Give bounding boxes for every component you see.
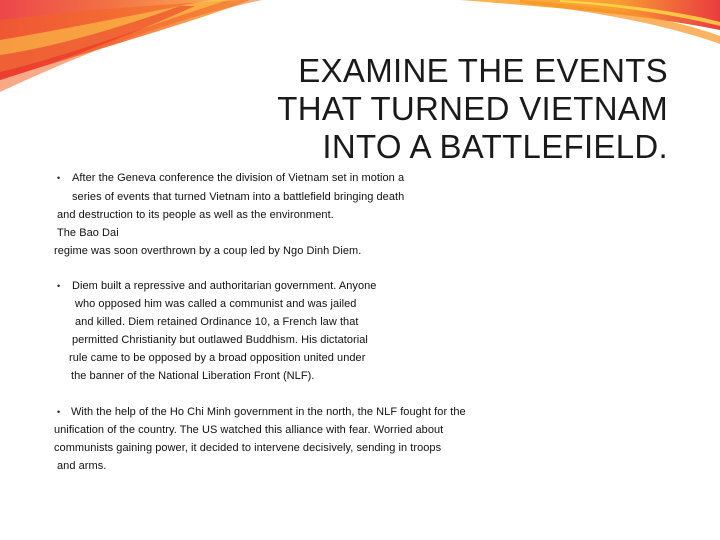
paragraph-2-line-3: and killed. Diem retained Ordinance 10, a French law that [75,316,359,328]
paragraph-3-line-1: With the help of the Ho Chi Minh government in the north, the NLF fought for the [71,406,466,418]
title-line: THAT TURNED VIETNAM [277,90,668,127]
paragraph-3-line-3: communists gaining power, it decided to intervene decisively, sending in troops [54,442,442,454]
bullet-marker: • [57,281,61,291]
bullet-marker: • [57,173,61,183]
paragraph-2-line-4: permitted Christianity but outlawed Buddhism. His dictatorial [72,334,368,346]
paragraph-2-line-6: the banner of the National Liberation Front (NLF). [71,370,315,382]
title-line: EXAMINE THE EVENTS [298,52,668,89]
paragraph-1-line-2: series of events that turned Vietnam into a battlefield bringing death [72,191,405,203]
paragraph-3-line-2: unification of the country. The US watched this alliance with fear. Worried about [54,424,444,436]
paragraph-2-line-2: who opposed him was called a communist and was jailed [75,298,357,310]
title-line: INTO A BATTLEFIELD. [322,128,668,165]
slide-title [198,52,668,166]
paragraph-1-line-3: and destruction to its people as well as the environment. [57,209,334,221]
paragraph-2-line-1: Diem built a repressive and authoritarian government. Anyone [72,280,377,292]
paragraph-3-line-4: and arms. [57,460,107,472]
paragraph-1-line-4: The Bao Dai [57,227,119,239]
paragraph-2-line-5: rule came to be opposed by a broad opposition united under [69,352,366,364]
paragraph-1-line-5: regime was soon overthrown by a coup led by Ngo Dinh Diem. [54,245,362,257]
bullet-marker: • [57,407,61,417]
paragraph-1-line-1: After the Geneva conference the division of Vietnam set in motion a [72,172,405,184]
